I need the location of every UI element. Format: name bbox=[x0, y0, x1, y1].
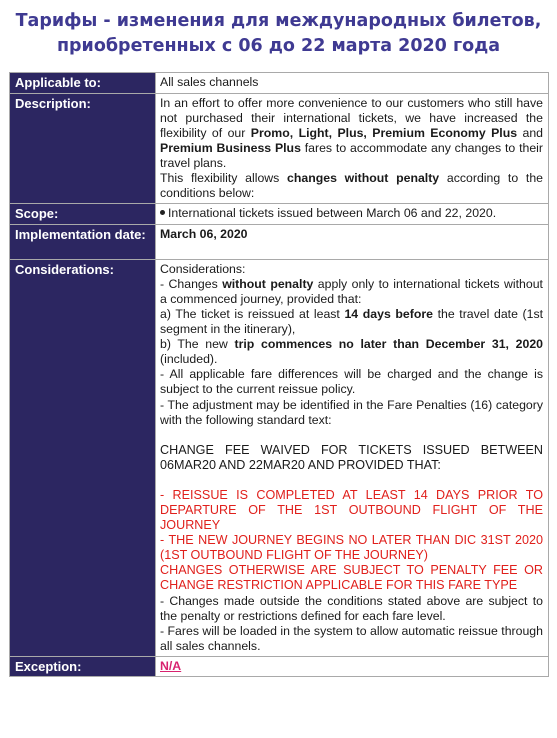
consideration-line-6: - Changes made outside the conditions stated above are subject to the penalty or restrictions defined for each fare level. bbox=[160, 593, 543, 623]
desc-text-5: according to the conditions below: bbox=[160, 170, 543, 201]
value-applicable: All sales channels bbox=[156, 73, 549, 94]
label-implementation: Implementation date: bbox=[10, 224, 156, 259]
red-condition-1: - REISSUE IS COMPLETED AT LEAST 14 DAYS PRIOR TO DEPARTURE OF THE 1ST OUTBOUND FLIGHT OF THE JOURNEY bbox=[160, 487, 543, 533]
title-line-1: Тарифы - изменения для международных билетов, bbox=[15, 11, 542, 31]
c2-bold: 14 days before bbox=[344, 306, 433, 321]
description-paragraph-2 bbox=[160, 171, 543, 201]
c2-text-c: the travel date (1st segment in the itinerary), bbox=[160, 306, 544, 337]
c3-bold: trip commences no later than December 31, 2020 bbox=[234, 337, 543, 352]
desc-text-2: and bbox=[517, 125, 544, 140]
standard-text: CHANGE FEE WAIVED FOR TICKETS ISSUED BETWEEN 06MAR20 AND 22MAR20 AND PROVIDED THAT: bbox=[160, 442, 543, 472]
value-implementation bbox=[156, 224, 549, 259]
page-title bbox=[0, 9, 557, 59]
considerations-heading: Considerations: bbox=[160, 261, 246, 276]
row-description bbox=[10, 93, 549, 204]
consideration-line-5: - The adjustment may be identified in the Fare Penalties (16) category with the following standard text: bbox=[160, 397, 543, 427]
description-paragraph-1 bbox=[160, 96, 543, 171]
desc-text-1: In an effort to offer more convenience to our customers who still have not purchased their international tickets, we have increased the flexibility of our bbox=[160, 95, 543, 140]
desc-business-bold: Premium Business Plus bbox=[160, 140, 301, 155]
row-applicable bbox=[10, 73, 549, 94]
desc-text-4: This flexibility allows bbox=[160, 170, 288, 185]
scope-text: International tickets issued between March 06 and 22, 2020. bbox=[168, 206, 497, 221]
label-applicable: Applicable to: bbox=[10, 73, 156, 94]
c1-bold: without penalty bbox=[222, 276, 314, 291]
label-description: Description: bbox=[10, 93, 156, 204]
c1-text-c: apply only to international tickets without a commenced journey, provided that: bbox=[160, 276, 543, 306]
implementation-date: March 06, 2020 bbox=[160, 226, 248, 241]
consideration-line-2 bbox=[160, 307, 543, 337]
c2-text-a: a) The ticket is reissued at least bbox=[160, 306, 345, 321]
consideration-line-3 bbox=[160, 337, 543, 367]
consideration-line-1 bbox=[160, 277, 543, 307]
row-considerations bbox=[10, 259, 549, 656]
row-exception bbox=[10, 656, 549, 677]
value-description bbox=[156, 93, 549, 204]
title-line-2: приобретенных с 06 до 22 марта 2020 года bbox=[56, 36, 501, 56]
label-considerations: Considerations: bbox=[10, 259, 156, 656]
fare-info-table bbox=[9, 72, 549, 677]
bullet-icon bbox=[160, 210, 165, 215]
row-implementation bbox=[10, 224, 549, 259]
desc-text-3: fares to accommodate any changes to their travel plans. bbox=[160, 140, 543, 170]
value-exception bbox=[156, 656, 549, 677]
red-condition-3: CHANGES OTHERWISE ARE SUBJECT TO PENALTY FEE OR CHANGE RESTRICTION APPLICABLE FOR THIS FARE TYPE bbox=[160, 563, 543, 593]
desc-changes-bold: changes without penalty bbox=[287, 170, 440, 185]
exception-na-link[interactable]: N/A bbox=[160, 658, 182, 673]
spacer bbox=[160, 473, 543, 488]
row-scope bbox=[10, 204, 549, 225]
red-condition-2: - THE NEW JOURNEY BEGINS NO LATER THAN DIC 31ST 2020 (1ST OUTBOUND FLIGHT OF THE JOURNEY) bbox=[160, 533, 543, 563]
c1-text-a: - Changes bbox=[160, 276, 223, 291]
consideration-line-4: - All applicable fare differences will be charged and the change is subject to the current reissue policy. bbox=[160, 367, 543, 397]
label-scope: Scope: bbox=[10, 204, 156, 225]
label-exception: Exception: bbox=[10, 656, 156, 677]
value-scope bbox=[156, 204, 549, 225]
c3-text-c: (included). bbox=[160, 352, 218, 367]
consideration-line-7: - Fares will be loaded in the system to allow automatic reissue through all sales channels. bbox=[160, 623, 543, 653]
c3-text-a: b) The new bbox=[160, 337, 235, 352]
spacer bbox=[160, 428, 543, 443]
value-considerations bbox=[156, 259, 549, 656]
desc-fares-bold: Promo, Light, Plus, Premium Economy Plus bbox=[250, 125, 518, 140]
